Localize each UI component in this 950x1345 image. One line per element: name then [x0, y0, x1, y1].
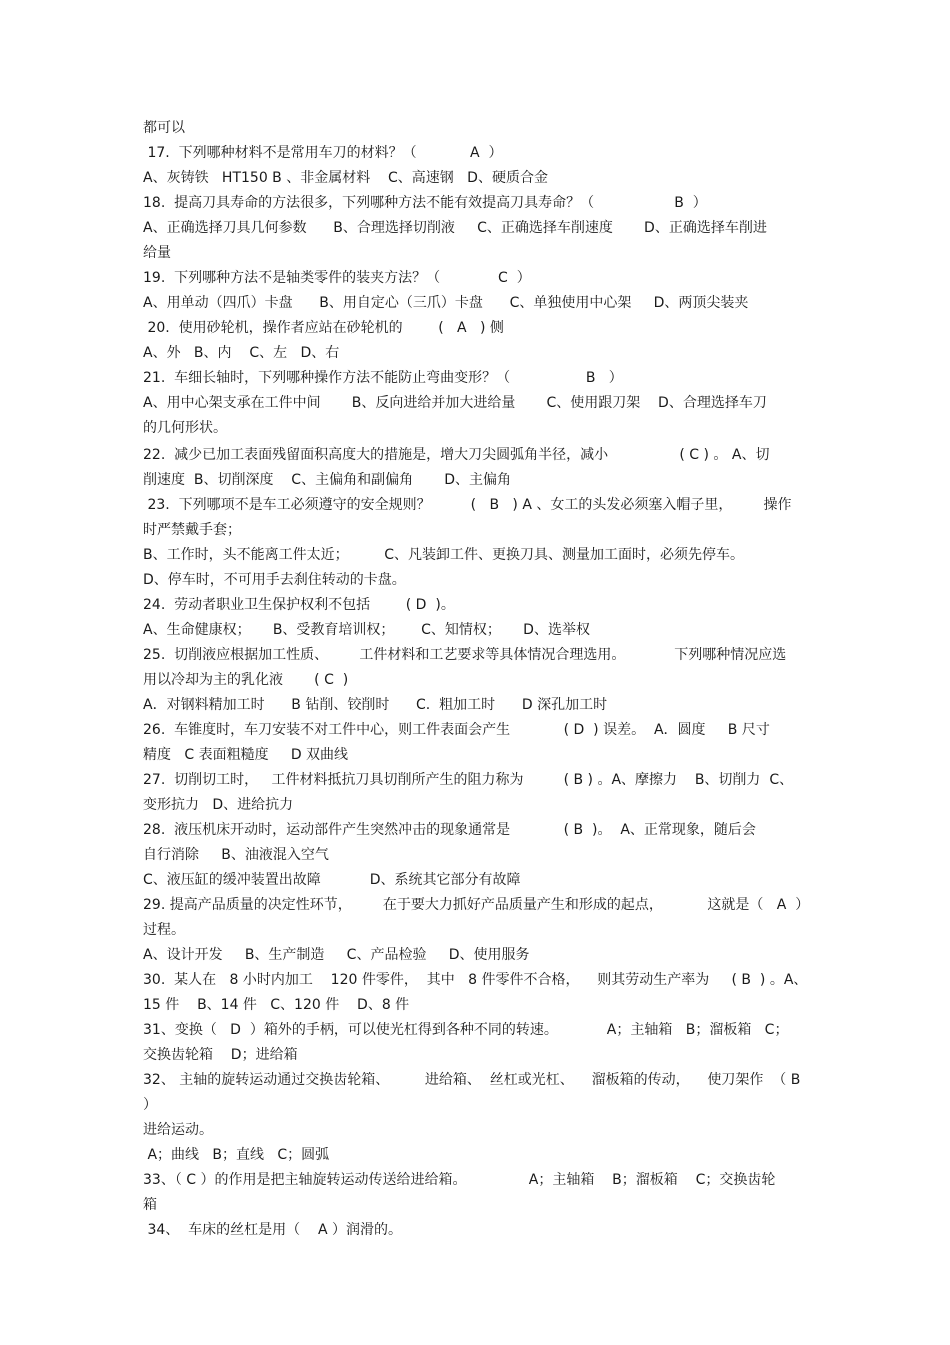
text-line: A、生命健康权； B、受教育培训权； C、知情权； D、选举权	[143, 622, 590, 638]
text-line: C、液压缸的缓冲装置出故障 D、系统其它部分有故障	[143, 872, 521, 888]
text-line: 22. 减少已加工表面残留面积高度大的措施是，增大刀尖圆弧角半径，减小 ( C ) 。 A、切	[143, 447, 770, 463]
text-line: 箱	[143, 1197, 157, 1213]
text-line: 用以冷却为主的乳化液 ( C )	[143, 672, 349, 688]
text-line: 都可以	[143, 120, 185, 136]
text-line: D、停车时，不可用手去刹住转动的卡盘。	[143, 572, 406, 588]
text-line: 24. 劳动者职业卫生保护权利不包括 ( D )。	[143, 597, 455, 613]
text-line: A、用中心架支承在工件中间 B、反向进给并加大进给量 C、使用跟刀架 D、合理选择车刀	[143, 395, 767, 411]
text-line: 时严禁戴手套；	[143, 522, 241, 538]
text-line: A、正确选择刀具几何参数 B、合理选择切削液 C、正确选择车削速度 D、正确选择车削进	[143, 220, 767, 236]
question-text	[143, 116, 808, 1243]
text-line: 18. 提高刀具寿命的方法很多，下列哪种方法不能有效提高刀具寿命？（ B ）	[143, 195, 707, 211]
text-line: 的几何形状。	[143, 420, 227, 436]
text-line: 26. 车锥度时，车刀安装不对工件中心，则工件表面会产生 ( D ) 误差。 A．圆度 B 尺寸	[143, 722, 770, 738]
text-line: 28. 液压机床开动时，运动部件产生突然冲击的现象通常是 ( B )。 A、正常现象，随后会	[143, 822, 756, 838]
text-line: 34、 车床的丝杠是用（ A ）润滑的。	[143, 1222, 402, 1238]
text-line: 过程。	[143, 922, 185, 938]
text-line: 30. 某人在 8 小时内加工 120 件零件， 其中 8 件零件不合格， 则其劳动生产率为 ( B ) 。A、	[143, 972, 808, 988]
text-line: 变形抗力 D、进给抗力	[143, 797, 294, 813]
text-line: 精度 C 表面粗糙度 D 双曲线	[143, 747, 349, 763]
text-line: 23. 下列哪项不是车工必须遵守的安全规则？ ( B ) A 、女工的头发必须塞入帽子里， 操作	[143, 497, 792, 513]
text-line: 31、变换（ D ）箱外的手柄，可以使光杠得到各种不同的转速。 A；主轴箱 B；溜板箱 C；	[143, 1022, 789, 1038]
text-line: A、用单动（四爪）卡盘 B、用自定心（三爪）卡盘 C、单独使用中心架 D、两顶尖装夹	[143, 295, 749, 311]
text-line: 交换齿轮箱 D；进给箱	[143, 1047, 298, 1063]
text-line: 给量	[143, 245, 171, 261]
text-line: A．对钢料精加工时 B 钻削、铰削时 C. 粗加工时 D 深孔加工时	[143, 697, 608, 713]
text-line: 15 件 B、14 件 C、120 件 D、8 件	[143, 997, 410, 1013]
text-line: A、灰铸铁 HT150 B 、非金属材料 C、高速钢 D、硬质合金	[143, 170, 548, 186]
text-line: B、工作时，头不能离工件太近； C、凡装卸工件、更换刀具、测量加工面时，必须先停车。	[143, 547, 744, 563]
text-line: 32、 主轴的旋转运动通过交换齿轮箱、 进给箱、 丝杠或光杠、 溜板箱的传动， 使刀架作 （ B ）	[143, 1072, 805, 1113]
text-line: 21. 车细长轴时，下列哪种操作方法不能防止弯曲变形？（ B ）	[143, 370, 623, 386]
text-line: 19. 下列哪种方法不是轴类零件的装夹方法？（ C ）	[143, 270, 531, 286]
text-line: 29. 提高产品质量的决定性环节， 在于要大力抓好产品质量产生和形成的起点， 这就是（ A ）	[143, 897, 810, 913]
text-line: A、外 B、内 C、左 D、右	[143, 345, 340, 361]
text-line: 20. 使用砂轮机，操作者应站在砂轮机的 ( A ) 侧	[143, 320, 504, 336]
text-line: 自行消除 B、油液混入空气	[143, 847, 329, 863]
text-line: 17. 下列哪种材料不是常用车刀的材料？（ A ）	[143, 145, 503, 161]
text-line: 25. 切削液应根据加工性质、 工件材料和工艺要求等具体情况合理选用。 下列哪种情况应选	[143, 647, 787, 663]
text-line: A；曲线 B；直线 C；圆弧	[143, 1147, 330, 1163]
text-line: 削速度 B、切削深度 C、主偏角和副偏角 D、主偏角	[143, 472, 512, 488]
text-line: 33、（ C ）的作用是把主轴旋转运动传送给进给箱。 A；主轴箱 B；溜板箱 C；交换齿轮	[143, 1172, 776, 1188]
text-line: A、设计开发 B、生产制造 C、产品检验 D、使用服务	[143, 947, 530, 963]
text-line: 27. 切削切工时， 工件材料抵抗刀具切削所产生的阻力称为 ( B ) 。A、摩擦力 B、切削力 C、	[143, 772, 794, 788]
text-line: 进给运动。	[143, 1122, 213, 1138]
